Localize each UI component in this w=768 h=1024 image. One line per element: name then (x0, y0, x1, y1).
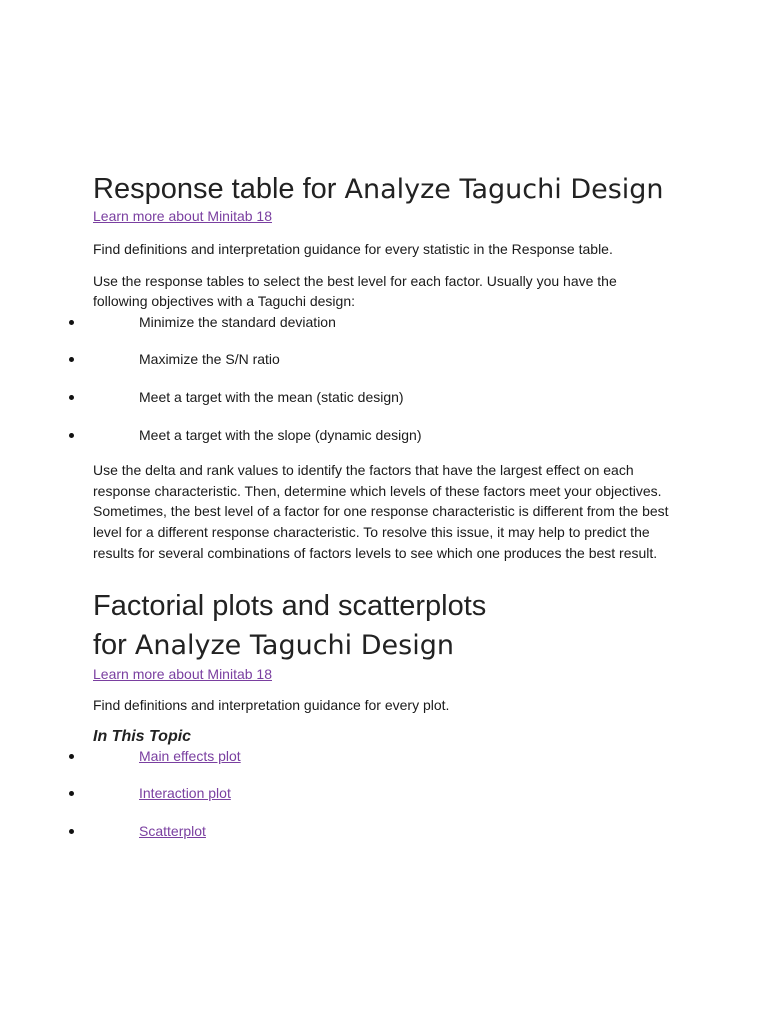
main-effects-plot-link[interactable]: Main effects plot (139, 747, 241, 764)
objectives-list (0, 312, 673, 462)
list-item (0, 746, 673, 784)
title-plain: Response table for (93, 173, 345, 205)
topic-links-list (0, 746, 673, 859)
bullet-icon (69, 829, 74, 834)
bullet-icon (69, 754, 74, 759)
section-title-response-table (93, 172, 673, 207)
list-item: Maximize the S/N ratio (0, 349, 673, 387)
plots-intro: Find definitions and interpretation guidance for every plot. (93, 697, 450, 714)
response-usage: Use the response tables to select the best level for each factor. Usually you have the following objectives with a Taguchi design: (93, 272, 617, 310)
bullet-icon (69, 320, 74, 325)
title-plain-line2: for (93, 629, 135, 662)
bullet-icon (69, 791, 74, 796)
list-item: Meet a target with the mean (static design) (0, 387, 673, 425)
scatterplot-link[interactable]: Scatterplot (139, 822, 206, 839)
list-item: Meet a target with the slope (dynamic design) (0, 425, 673, 463)
bullet-icon (69, 433, 74, 438)
learn-more-link[interactable]: Learn more about Minitab 18 (93, 208, 272, 224)
list-item (0, 783, 673, 821)
list-item (0, 821, 673, 859)
in-this-topic-heading: In This Topic (93, 727, 192, 745)
title-strong: Analyze Taguchi Design (134, 630, 454, 662)
bullet-icon (69, 357, 74, 362)
interaction-plot-link[interactable]: Interaction plot (139, 785, 231, 802)
delta-rank-paragraph: Use the delta and rank values to identify the factors that have the largest effect on each response characteristic. Then, determine which levels of these factors meet your objectives. Sometimes, the best level of a factor for one response characteristic is different from the best level for a different response characteristic. To resolve this issue, it may help to predict the results for several combinations of factors levels to see which one produces the best result. (93, 462, 669, 561)
list-item: Minimize the standard deviation (0, 312, 673, 350)
section-title-factorial-plots (93, 587, 673, 665)
bullet-icon (69, 395, 74, 400)
title-plain-line1: Factorial plots and scatterplots (93, 590, 487, 623)
title-strong: Analyze Taguchi Design (344, 174, 664, 205)
document-page (93, 172, 673, 859)
learn-more-link[interactable]: Learn more about Minitab 18 (93, 666, 272, 683)
response-intro: Find definitions and interpretation guidance for every statistic in the Response table. (93, 241, 613, 257)
